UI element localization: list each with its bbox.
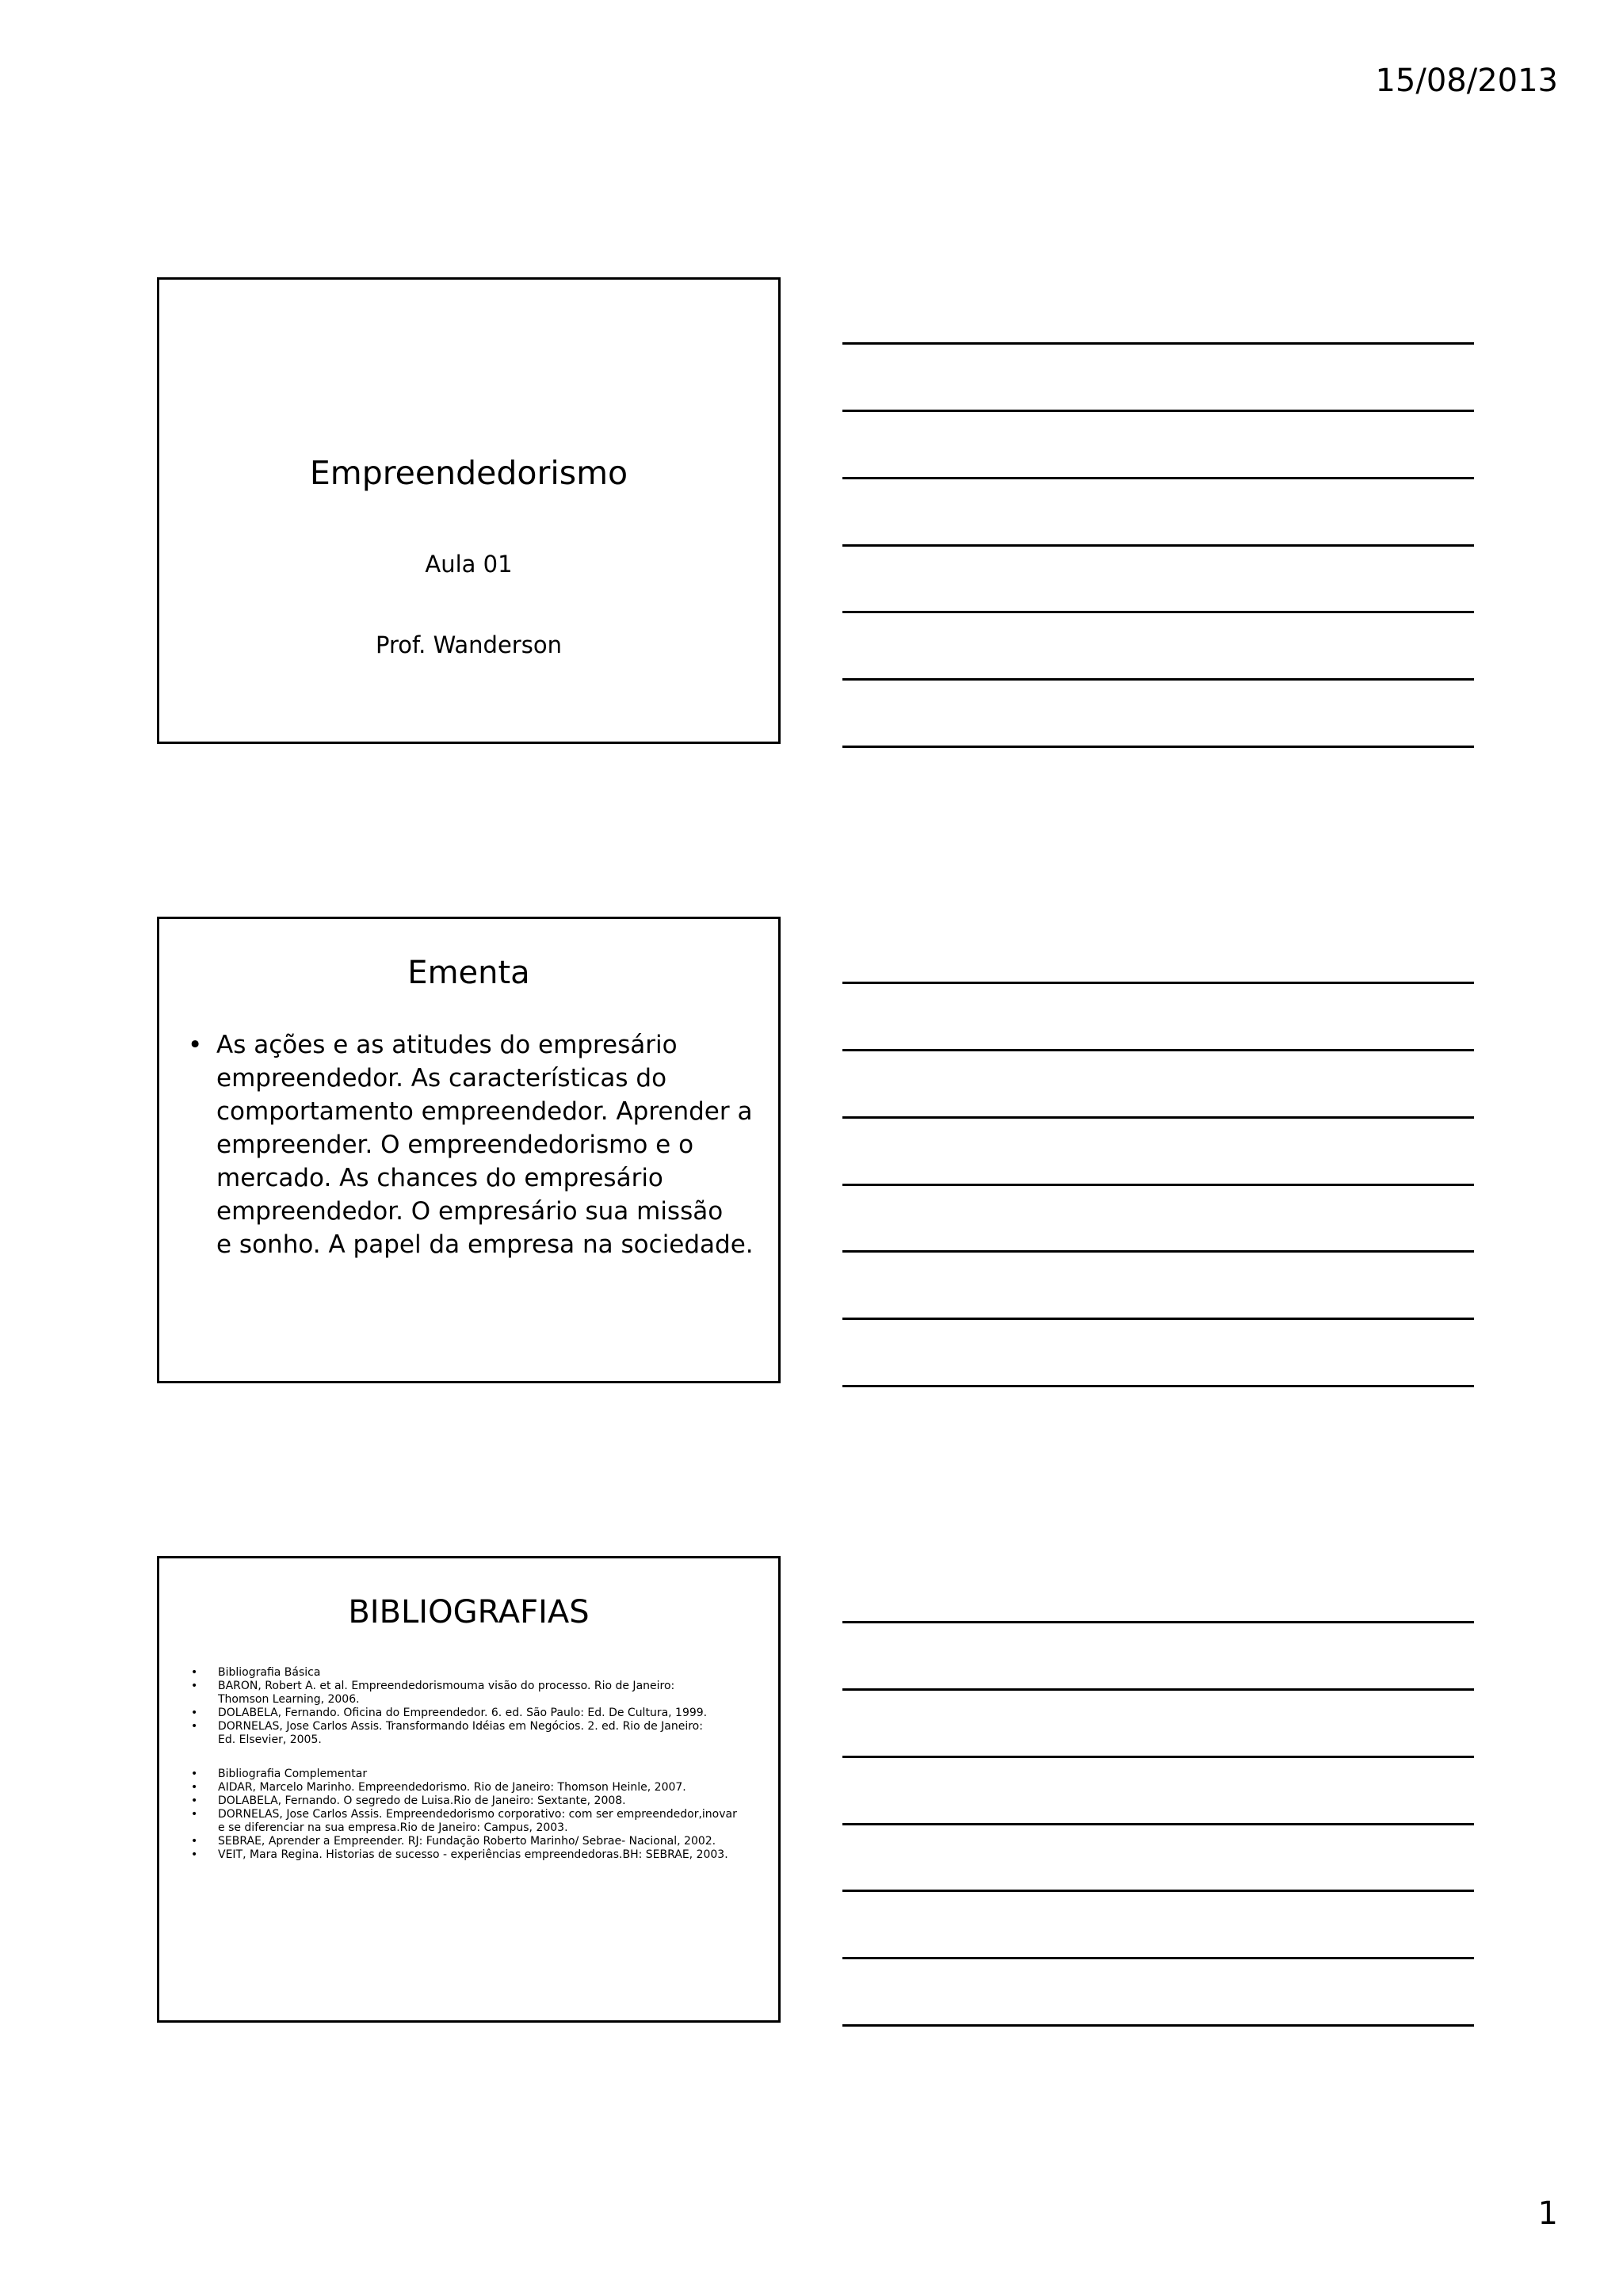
bullet-marker: • <box>191 1768 198 1780</box>
note-line <box>842 1756 1474 1758</box>
reference-text: Bibliografia Complementar <box>218 1768 368 1780</box>
list-spacer <box>159 1747 778 1768</box>
slide-title-heading: Empreendedorismo <box>309 454 628 492</box>
reference-list <box>159 1666 778 1862</box>
bullet-marker: • <box>191 1781 198 1794</box>
reference-text: BARON, Robert A. et al. Empreendedorismouma visão do processo. Rio de Janeiro: Thomson Learning, 2006. <box>218 1680 675 1706</box>
note-line <box>842 2024 1474 2027</box>
note-line <box>842 1890 1474 1892</box>
note-line <box>842 982 1474 984</box>
page-date: 15/08/2013 <box>1375 63 1558 99</box>
bullet-marker: • <box>191 1720 198 1733</box>
reference-text: AIDAR, Marcelo Marinho. Empreendedorismo. Rio de Janeiro: Thomson Heinle, 2007. <box>218 1781 686 1794</box>
slide-title <box>157 277 781 744</box>
note-line <box>842 342 1474 345</box>
bullet-marker: • <box>191 1808 198 1821</box>
bullet-marker: • <box>191 1680 198 1692</box>
bullet-marker: • <box>191 1848 198 1861</box>
bullet-marker: • <box>188 1031 203 1059</box>
note-line <box>842 1184 1474 1186</box>
list-item <box>191 1666 778 1680</box>
note-line <box>842 1250 1474 1253</box>
bullet-marker: • <box>191 1835 198 1848</box>
note-line <box>842 1116 1474 1119</box>
reference-text: SEBRAE, Aprender a Empreender. RJ: Fundação Roberto Marinho/ Sebrae- Nacional, 2002. <box>218 1835 716 1848</box>
bullet-marker: • <box>191 1794 198 1807</box>
list-item <box>191 1835 778 1848</box>
note-line <box>842 544 1474 547</box>
note-line <box>842 1957 1474 1959</box>
list-item <box>191 1808 778 1835</box>
note-line <box>842 678 1474 681</box>
note-line <box>842 1049 1474 1051</box>
reference-text: DORNELAS, Jose Carlos Assis. Transformando Idéias em Negócios. 2. ed. Rio de Janeiro: Ed. Elsevier, 2005. <box>218 1720 703 1746</box>
list-item <box>191 1768 778 1781</box>
slide-author: Prof. Wanderson <box>376 631 562 658</box>
reference-text: Bibliografia Básica <box>218 1666 321 1679</box>
slide-ementa-heading: Ementa <box>407 955 530 991</box>
list-item <box>191 1707 778 1720</box>
note-line <box>842 1318 1474 1320</box>
reference-text: DORNELAS, Jose Carlos Assis. Empreendedorismo corporativo: com ser empreendedor,inovar e se diferenciar na sua empresa.Rio de Janeiro: Campus, 2003. <box>218 1808 737 1834</box>
list-item <box>191 1720 778 1747</box>
slide-subtitle: Aula 01 <box>425 551 513 578</box>
bullet-marker: • <box>191 1707 198 1719</box>
note-line <box>842 410 1474 412</box>
list-item <box>191 1794 778 1808</box>
bullet-marker: • <box>191 1666 198 1679</box>
note-line <box>842 611 1474 613</box>
list-item <box>191 1680 778 1707</box>
note-line <box>842 746 1474 748</box>
note-line <box>842 1385 1474 1387</box>
ementa-body: As ações e as atitudes do empresário empreendedor. As características do comportamento empreendedor. Aprender a empreender. O empreendedorismo e o mercado. As chances do empresário empreendedor. O empresário sua missão e sonho. A papel da empresa na sociedade. <box>216 1031 754 1259</box>
page-number: 1 <box>1537 2195 1558 2232</box>
reference-text: VEIT, Mara Regina. Historias de sucesso - experiências empreendedoras.BH: SEBRAE, 2003. <box>218 1848 728 1861</box>
slide-ementa <box>157 917 781 1383</box>
slide-bibliografias-heading: BIBLIOGRAFIAS <box>348 1594 590 1630</box>
reference-text: DOLABELA, Fernando. O segredo de Luisa.Rio de Janeiro: Sextante, 2008. <box>218 1794 626 1807</box>
reference-text: DOLABELA, Fernando. Oficina do Empreendedor. 6. ed. São Paulo: Ed. De Cultura, 1999. <box>218 1707 708 1719</box>
list-item <box>191 1848 778 1862</box>
slide-bibliografias <box>157 1556 781 2023</box>
list-item <box>191 1781 778 1794</box>
note-line <box>842 477 1474 479</box>
note-line <box>842 1823 1474 1825</box>
note-line <box>842 1688 1474 1691</box>
note-line <box>842 1621 1474 1623</box>
